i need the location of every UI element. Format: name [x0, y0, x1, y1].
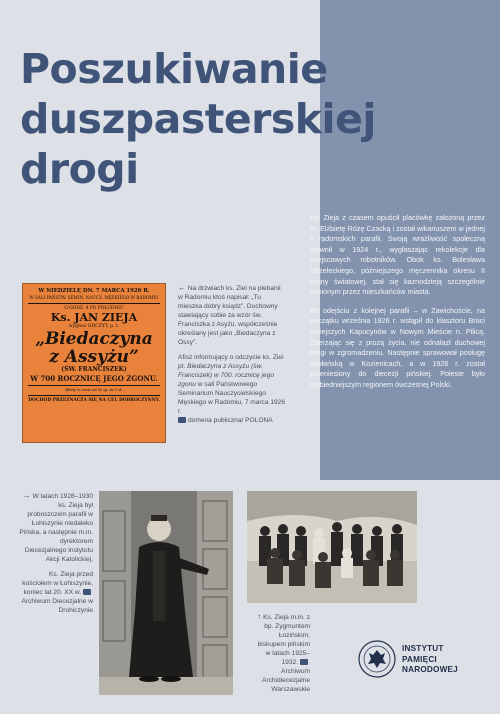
photo-group-image — [247, 491, 417, 603]
ipn-seal-icon — [358, 640, 396, 678]
logo-line: INSTYTUT — [402, 644, 444, 653]
logo-line: NARODOWEJ — [402, 665, 458, 674]
lecture-poster — [22, 283, 166, 443]
caption-italic-title: Biedaczyna z Assyżu (św. Franciszek) w 700. rocznicę jego zgonu — [178, 363, 275, 388]
caption-text: Na drzwiach ks. Ziei na plebanii w Radomiu ktoś napisał: „Tu mieszka dobry ksiądz”. Duchowny stawiający sobie za wzór św. Franciszka z Asyżu, współcześnie określany jest jako „Biedaczyna z Ossy”. — [178, 285, 281, 346]
camera-icon — [178, 417, 186, 423]
ipn-logo-text — [402, 644, 488, 676]
paragraph: Ks. Zieja z czasem opuścił placówkę założoną przez m. Elżbietę Różę Czacką i został wikariuszem w jednej z radomskich parafii. Swoją wrażliwość społeczną ujawnił w 1924 r., wygłaszając rekolekcje dla miejscowych robotników. Obok ks. Bolesława Strzeleckiego, późniejszego męczennika okresu II wojny światowej, stał się kaznodzieją szczególnie cenionym przez mieszkańców miasta. — [310, 213, 485, 297]
ipn-logo — [358, 640, 488, 684]
caption-paragraph — [254, 612, 310, 694]
arrow-left-icon: ← — [178, 283, 186, 292]
caption-source: Archiwum Diecezjalne w Drohiczynie — [21, 598, 93, 614]
camera-icon — [83, 589, 91, 595]
poster-charity: DOCHÓD PRZEZNACZA SIĘ NA CEL DOBROCZYNNY. — [28, 395, 160, 404]
poster-saint: (ŚW. FRANCISZEK) — [61, 365, 127, 373]
caption-text: w sali Państwowego Seminarium Nauczycielskiego Męskiego w Radomiu, 7 marca 1926 r. — [178, 381, 286, 415]
photo-priest-before-church — [99, 491, 233, 695]
photo1-caption — [18, 491, 93, 621]
paragraph: Po odejściu z kolejnej parafii – w Zawichoście, na początku września 1926 r. wstąpił do klasztoru Braci Mniejszych Kapucynów w Nowym Mieście n. Pilicą. Zderzając się z prozą życia, nie odnalazł duchowej drogi w zgromadzeniu. Następnie sprawował posługę kapłańską w Kozienicach, a w 1928 r. został przeniesiony do diecezji pińskiej. Polesie było najbiedniejszym regionem ówczesnej Polski. — [310, 305, 485, 389]
caption-paragraph — [178, 353, 286, 425]
photo-priest-image — [99, 491, 233, 695]
caption-text: Ks. Zieja przed kościołem w Łohiszynie, koniec lat 20. XX w. — [22, 571, 93, 596]
caption-paragraph — [178, 283, 286, 347]
caption-source: Archiwum Archidiecezjalne Warszawskie — [261, 668, 310, 693]
caption-source: domena publiczna/ POLONA — [188, 417, 273, 424]
poster-caption — [178, 283, 286, 431]
page-title — [20, 44, 420, 194]
caption-text: Ks. Zieja m.in. z bp. Zygmuntem Łozińskim, biskupem pińskim w latach 1925–1932. — [257, 614, 310, 666]
photo2-caption — [254, 612, 310, 700]
poster-subtitle: wygłosi ODCZYT, p. t. — [68, 323, 120, 329]
main-text-column — [310, 213, 485, 399]
camera-icon — [300, 659, 308, 665]
caption-paragraph — [18, 491, 93, 564]
caption-text: Afisz informujący o odczycie ks. Ziei pt. — [178, 354, 284, 370]
title-line: Poszukiwanie — [20, 45, 328, 93]
arrow-right-icon: → — [22, 491, 31, 500]
photo-group-with-bishop — [247, 491, 417, 603]
poster-headline: „Biedaczyna — [35, 328, 153, 349]
poster-date: W NIEDZIELĘ DN. 7 MARCA 1926 R. — [38, 288, 150, 294]
logo-line: PAMIĘCI — [402, 654, 437, 664]
caption-text: W latach 1928–1930 ks. Zieja był proboszczem parafii w Łohiszynie niedaleko Pińska, a następnie m.in. dyrektorem Diecezjalnego Instytutu Akcji Katolickiej. — [19, 493, 93, 563]
title-line: duszpasterskiej — [20, 95, 376, 143]
caption-paragraph — [18, 570, 93, 615]
poster-time: O GODZ. 4 PO POŁUDNIU — [64, 305, 124, 311]
poster-speaker: Ks. JAN ZIEJA — [50, 310, 138, 324]
arrow-up-icon: ↑ — [257, 612, 262, 621]
poster-anniversary: W 700 ROCZNICĘ JEGO ZGONU. — [28, 374, 160, 386]
poster-tickets: Bilety w cenie od 50 gr. do 1 zł. — [65, 387, 123, 392]
poster-headline: z Assyżu” — [49, 346, 139, 367]
poster-venue: W SALI PAŃSTW. SEMIN. NAUCZ. MĘSKIEGO W RADOMIU — [28, 295, 160, 304]
title-line: drogi — [20, 145, 139, 193]
